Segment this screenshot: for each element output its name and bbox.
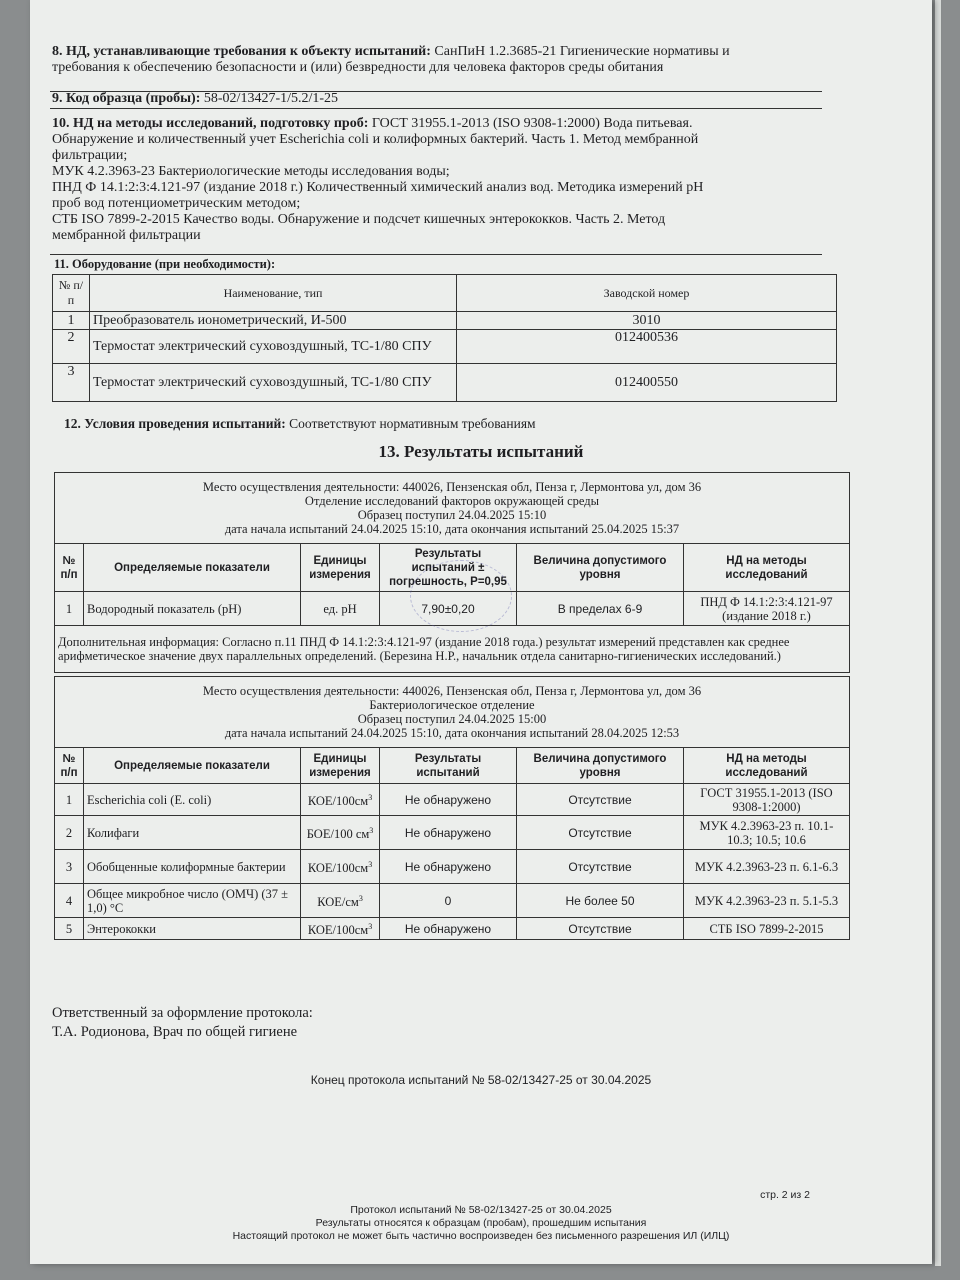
result-value: 0: [380, 884, 517, 918]
result-param: Колифаги: [84, 816, 301, 850]
result-method: МУК 4.2.3963-23 п. 5.1-5.3: [684, 884, 850, 918]
results-1-dept: Отделение исследований факторов окружающей среды: [304, 494, 600, 508]
result-param: Escherichia coli (E. coli): [84, 784, 301, 816]
results-2-place: Место осуществления деятельности: 440026, Пензенская обл, Пенза г, Лермонтова ул, дом 36: [202, 684, 702, 698]
results-1-info-row: [55, 626, 850, 673]
results-2-dept: Бактериологическое отделение: [369, 698, 535, 712]
result-num: 3: [55, 850, 84, 884]
footer-line-3: Настоящий протокол не может быть частично воспроизведен без письменного разрешения ИЛ (ИЛЦ): [232, 1230, 730, 1242]
results-table-2: [54, 676, 850, 940]
table-row: [55, 784, 850, 816]
results-1-header-param: Определяемые показатели: [84, 544, 301, 592]
section-8: [52, 44, 832, 76]
equipment-row: [53, 312, 837, 330]
section-12-text: Соответствуют нормативным требованиям: [285, 416, 536, 431]
result-limit: Не более 50: [517, 884, 684, 918]
equipment-num: 2: [53, 330, 90, 364]
section-13-title: 13. Результаты испытаний: [378, 442, 584, 461]
results-1-place: Место осуществления деятельности: 440026, Пензенская обл, Пенза г, Лермонтова ул, дом 36: [202, 480, 702, 494]
result-num: 1: [55, 592, 84, 626]
equipment-num: 3: [53, 364, 90, 402]
result-num: 2: [55, 816, 84, 850]
table-row: [55, 850, 850, 884]
result-limit: Отсутствие: [517, 816, 684, 850]
section-12: [64, 416, 536, 432]
result-param: Обобщенные колиформные бактерии: [84, 850, 301, 884]
unit-text: КОЕ/100см: [307, 923, 369, 938]
section-10-line: ГОСТ 31955.1-2013 (ISO 9308-1:2000) Вода питьевая.: [368, 116, 693, 131]
equipment-row: [53, 330, 837, 364]
rule: [50, 254, 822, 255]
results-2-header-limit: Величина допустимого уровня: [517, 748, 684, 784]
results-2-header-method: НД на методы исследований: [684, 748, 850, 784]
results-2-header-num: № п/п: [55, 748, 84, 784]
equipment-table: [52, 274, 837, 402]
table-row: [55, 918, 850, 940]
result-method: МУК 4.2.3963-23 п. 10.1-10.3; 10.5; 10.6: [684, 816, 850, 850]
unit-sup: 3: [368, 859, 373, 869]
result-param: Энтерококки: [84, 918, 301, 940]
section-10-line: ПНД Ф 14.1:2:3:4.121-97 (издание 2018 г.) Количественный химический анализ вод. Методика измерений pH: [52, 180, 704, 195]
result-limit: Отсутствие: [517, 784, 684, 816]
rule: [50, 108, 822, 109]
result-limit: Отсутствие: [517, 918, 684, 940]
footer-line-2: Результаты относятся к образцам (пробам), прошедшим испытания: [315, 1217, 647, 1229]
result-unit: [301, 884, 380, 918]
results-2-received: Образец поступил 24.04.2025 15:00: [357, 712, 547, 726]
result-num: 4: [55, 884, 84, 918]
equipment-name: Термостат электрический суховоздушный, ТС-1/80 СПУ: [90, 364, 457, 402]
unit-sup: 3: [368, 921, 373, 931]
equipment-num: 1: [53, 312, 90, 330]
section-10-line: СТБ ISO 7899-2-2015 Качество воды. Обнаружение и подсчет кишечных энтерококков. Часть 2. Метод: [52, 212, 666, 227]
unit-text: КОЕ/100см: [307, 861, 369, 876]
section-10: [52, 116, 842, 244]
responsible-block: [52, 1004, 313, 1042]
results-2-column-headers: [55, 748, 850, 784]
result-value: Не обнаружено: [380, 918, 517, 940]
section-10-label: 10. НД на методы исследований, подготовку проб:: [52, 116, 369, 131]
result-method: СТБ ISO 7899-2-2015: [684, 918, 850, 940]
result-method: ПНД Ф 14.1:2:3:4.121-97 (издание 2018 г.): [684, 592, 850, 626]
results-1-location: [55, 473, 850, 544]
result-param: Общее микробное число (ОМЧ) (37 ± 1,0) °C: [84, 884, 301, 918]
equipment-serial: 012400550: [457, 364, 837, 402]
section-9: [52, 91, 832, 107]
result-param: Водородный показатель (pH): [84, 592, 301, 626]
results-1-header-unit: Единицы измерения: [301, 544, 380, 592]
section-10-line: Обнаружение и количественный учет Escherichia coli и колиформных бактерий. Часть 1. Метод мембранной: [52, 132, 699, 147]
section-10-line: мембранной фильтрации: [52, 228, 201, 243]
result-unit: [301, 918, 380, 940]
unit-text: КОЕ/100см: [307, 794, 369, 809]
result-unit: [301, 850, 380, 884]
section-8-text1: СанПиН 1.2.3685-21 Гигиенические нормативы и: [430, 44, 730, 59]
result-num: 5: [55, 918, 84, 940]
results-2-dates: дата начала испытаний 24.04.2025 15:10, дата окончания испытаний 28.04.2025 12:53: [224, 726, 680, 740]
table-row: [55, 884, 850, 918]
equipment-header-serial: Заводской номер: [457, 275, 837, 312]
results-2-header-result: Результаты испытаний: [380, 748, 517, 784]
equipment-name: Преобразователь ионометрический, И-500: [90, 312, 457, 330]
result-limit: В пределах 6-9: [517, 592, 684, 626]
footer-line-1: Протокол испытаний № 58-02/13427-25 от 30.04.2025: [350, 1204, 612, 1216]
results-1-header-limit: Величина допустимого уровня: [517, 544, 684, 592]
equipment-serial: 012400536: [457, 330, 837, 364]
result-method: ГОСТ 31955.1-2013 (ISO 9308-1:2000): [684, 784, 850, 816]
equipment-header-name: Наименование, тип: [90, 275, 457, 312]
sheet-edge: [935, 0, 941, 1266]
result-limit: Отсутствие: [517, 850, 684, 884]
equipment-header-row: [53, 275, 837, 312]
result-unit: [301, 784, 380, 816]
unit-sup: 3: [369, 825, 374, 835]
responsible-label: Ответственный за оформление протокола:: [52, 1005, 313, 1021]
unit-text: КОЕ/см: [317, 895, 359, 910]
results-1-header-num: № п/п: [55, 544, 84, 592]
equipment-name: Термостат электрический суховоздушный, ТС-1/80 СПУ: [90, 330, 457, 364]
results-2-header-unit: Единицы измерения: [301, 748, 380, 784]
result-value: Не обнаружено: [380, 850, 517, 884]
table-row: [55, 816, 850, 850]
equipment-header-num: № п/п: [53, 275, 90, 312]
results-1-dates: дата начала испытаний 24.04.2025 15:10, дата окончания испытаний 25.04.2025 15:37: [224, 522, 680, 536]
results-1-header-result: Результаты испытаний ± погрешность, Р=0,95: [380, 544, 517, 592]
section-9-label: 9. Код образца (пробы):: [52, 91, 201, 106]
result-unit: [301, 816, 380, 850]
unit-text: БОЕ/100 см: [306, 827, 370, 842]
result-value: Не обнаружено: [380, 784, 517, 816]
section-10-line: фильтрации;: [52, 148, 128, 163]
results-2-location: [55, 677, 850, 748]
section-9-text: 58-02/13427-1/5.2/1-25: [200, 91, 339, 106]
results-1-header-method: НД на методы исследований: [684, 544, 850, 592]
result-unit: ед. pH: [301, 592, 380, 626]
equipment-row: [53, 364, 837, 402]
responsible-name: Т.А. Родионова, Врач по общей гигиене: [52, 1024, 298, 1040]
results-2-header-param: Определяемые показатели: [84, 748, 301, 784]
equipment-serial: 3010: [457, 312, 837, 330]
section-8-label: 8. НД, устанавливающие требования к объекту испытаний:: [52, 44, 431, 59]
section-10-line: МУК 4.2.3963-23 Бактериологические методы исследования воды;: [52, 164, 450, 179]
document-page: [30, 0, 932, 1264]
section-12-label: 12. Условия проведения испытаний:: [64, 416, 286, 431]
section-11-label: 11. Оборудование (при необходимости):: [54, 257, 276, 271]
result-value: Не обнаружено: [380, 816, 517, 850]
result-method: МУК 4.2.3963-23 п. 6.1-6.3: [684, 850, 850, 884]
end-of-protocol: Конец протокола испытаний № 58-02/13427-25 от 30.04.2025: [310, 1073, 652, 1087]
result-value: 7,90±0,20: [380, 592, 517, 626]
stamp-imprint: [410, 560, 512, 632]
unit-sup: 3: [358, 893, 363, 903]
section-8-text2: требования к обеспечению безопасности и (или) безвредности для человека факторов среды обитания: [52, 60, 664, 75]
result-num: 1: [55, 784, 84, 816]
section-10-line: проб вод потенциометрическим методом;: [52, 196, 301, 211]
results-1-received: Образец поступил 24.04.2025 15:10: [357, 508, 547, 522]
section-11: [54, 256, 275, 272]
results-1-header-block: [55, 473, 850, 544]
results-2-header-block: [55, 677, 850, 748]
page-number: стр. 2 из 2: [760, 1189, 810, 1201]
results-1-additional-info: Дополнительная информация: Согласно п.11 ПНД Ф 14.1:2:3:4.121-97 (издание 2018 года.) результат измерений представлен как среднее арифметическое значение двух параллельных определений. (Березина Н.Р., начальник отдела санитарно-гигиенических исследований.): [55, 626, 850, 673]
unit-sup: 3: [368, 792, 373, 802]
